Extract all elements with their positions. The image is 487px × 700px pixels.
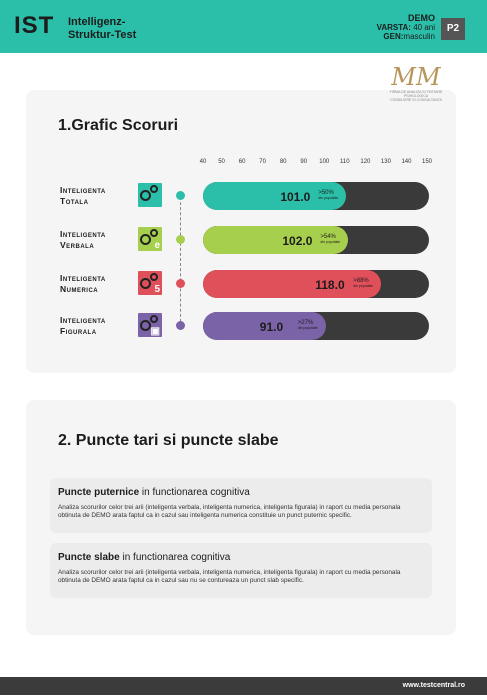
axis-tick: 50 — [218, 159, 225, 165]
percentile-label: >27% din populatie — [297, 320, 318, 330]
axis-tick: 120 — [360, 159, 371, 165]
score-bar-track — [203, 312, 429, 340]
axis-tick: 130 — [380, 159, 391, 165]
gears-icon — [138, 183, 162, 207]
score-bar-track — [203, 270, 429, 298]
axis-tick: 140 — [401, 159, 412, 165]
axis-tick: 150 — [421, 159, 433, 165]
score-row-label: Inteligenta Numerica — [60, 273, 106, 294]
page-code-badge: P2 — [441, 18, 465, 40]
score-axis — [0, 159, 487, 169]
candidate-meta — [377, 14, 435, 41]
gears-5-icon: 5 — [138, 271, 162, 295]
section-title-scores: 1.Grafic Scoruri — [58, 117, 179, 134]
row-dot — [176, 279, 185, 288]
gears-e-icon: e — [138, 227, 162, 251]
section-title-strengths: 2. Puncte tari si puncte slabe — [58, 432, 279, 449]
percentile-label: >50% din populatie — [318, 190, 339, 200]
dotted-connector — [180, 197, 181, 327]
score-row-label: Inteligenta Verbala — [60, 229, 106, 250]
axis-tick: 60 — [238, 159, 246, 165]
weak-points-heading: Puncte slabe in functionarea cognitiva — [58, 552, 231, 563]
footer-bar — [0, 677, 487, 695]
brand-logo: MM FIRMA DE ANALIZA SI TESTARE PSIHOLOGICA CONSILIERE SI CONSULTANTA — [389, 63, 443, 102]
candidate-age: VARSTA: 40 ani — [376, 23, 435, 32]
candidate-name: DEMO — [408, 13, 435, 23]
score-row-label: Inteligenta Figurala — [60, 315, 106, 336]
score-value: 118.0 — [315, 278, 345, 292]
score-bar-track — [203, 182, 429, 210]
axis-tick: 80 — [279, 159, 287, 165]
test-name: Intelligenz- Struktur-Test — [68, 16, 137, 41]
row-dot — [176, 191, 185, 200]
candidate-gender: GEN:masculin — [383, 32, 435, 41]
header-bar — [0, 0, 487, 53]
percentile-label: >54% din populatie — [320, 234, 341, 244]
axis-tick: 40 — [199, 159, 207, 165]
score-value: 91.0 — [259, 320, 284, 334]
score-bar-track — [203, 226, 429, 254]
axis-tick: 70 — [259, 159, 266, 165]
axis-tick: 100 — [319, 159, 330, 165]
row-dot — [176, 235, 185, 244]
gears-cube-icon: ▣ — [138, 313, 162, 337]
weak-points-text: Analiza scorurilor celor trei arii (inteligenta verbala, inteligenta numerica, inteligenta figurala) in raport cu media personala obtinuta de DEMO arata faptul ca in cazul sau nu se contureaza un punct slab specific. — [58, 569, 401, 584]
axis-tick: 110 — [340, 159, 350, 165]
score-value: 102.0 — [282, 234, 313, 248]
score-row-label: Inteligenta Totala — [60, 185, 106, 206]
strong-points-text: Analiza scorurilor celor trei arii (inteligenta verbala, inteligenta numerica, inteligenta figurala) in raport cu media personala obtinuta de DEMO arata faptul ca in cazul sau inteligenta numerica constituie un punct puternic specific. — [58, 504, 401, 519]
axis-tick: 90 — [300, 159, 308, 165]
percentile-label: >88% din populatie — [353, 278, 374, 288]
row-dot — [176, 321, 185, 330]
ist-logo: IST — [14, 12, 55, 39]
strong-points-heading: Puncte puternice in functionarea cognitiva — [58, 487, 250, 498]
brand-mark-icon: MM — [391, 63, 441, 91]
strong-points-box — [50, 478, 432, 533]
website-link[interactable]: www.testcentral.ro — [402, 682, 465, 689]
score-value: 101.0 — [280, 190, 311, 204]
weak-points-box — [50, 543, 432, 598]
